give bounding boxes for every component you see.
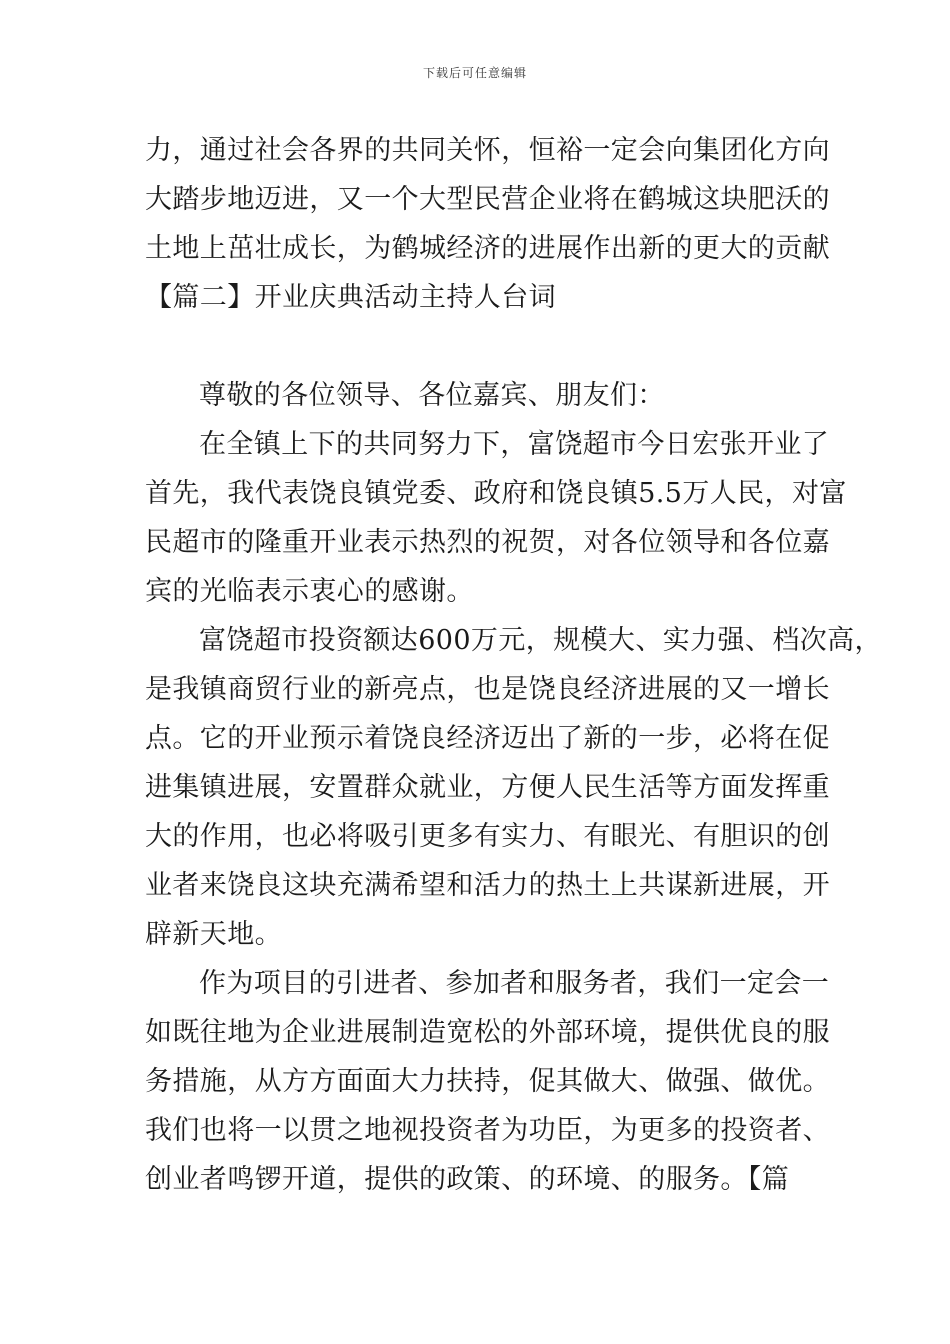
paragraph-line: 宾的光临表示衷心的感谢。 — [145, 576, 474, 607]
paragraph-line: 作为项目的引进者、参加者和服务者，我们一定会一 — [199, 968, 830, 999]
paragraph-line: 力，通过社会各界的共同关怀，恒裕一定会向集团化方向 — [145, 135, 830, 166]
paragraph-line: 土地上茁壮成长，为鹤城经济的进展作出新的更大的贡献 — [145, 233, 830, 264]
paragraph-line: 是我镇商贸行业的新亮点，也是饶良经济进展的又一增长 — [145, 674, 830, 705]
section-heading: 【篇二】开业庆典活动主持人台词 — [145, 282, 556, 313]
paragraph-line: 民超市的隆重开业表示热烈的祝贺，对各位领导和各位嘉 — [145, 527, 830, 558]
paragraph-line: 创业者鸣锣开道，提供的政策、的环境、的服务。【篇 — [145, 1164, 790, 1195]
paragraph-line: 我们也将一以贯之地视投资者为功臣，为更多的投资者、 — [145, 1115, 830, 1146]
paragraph-line: 辟新天地。 — [145, 919, 282, 950]
paragraph-line: 进集镇进展，安置群众就业，方便人民生活等方面发挥重 — [145, 772, 830, 803]
blank-line — [145, 322, 817, 371]
paragraph-line: 业者来饶良这块充满希望和活力的热土上共谋新进展，开 — [145, 870, 830, 901]
page-header: 下载后可任意编辑 — [422, 66, 527, 80]
paragraph-line: 点。它的开业预示着饶良经济迈出了新的一步，必将在促 — [145, 723, 830, 754]
paragraph-line: 在全镇上下的共同努力下，富饶超市今日宏张开业了 — [199, 429, 830, 460]
paragraph-line: 首先，我代表饶良镇党委、政府和饶良镇5.5万人民，对富 — [145, 478, 847, 509]
paragraph-line: 大的作用，也必将吸引更多有实力、有眼光、有胆识的创 — [145, 821, 830, 852]
paragraph-line: 大踏步地迈进，又一个大型民营企业将在鹤城这块肥沃的 — [145, 184, 830, 215]
document-body — [145, 126, 882, 1204]
paragraph-line: 富饶超市投资额达600万元，规模大、实力强、档次高， — [199, 625, 882, 656]
paragraph-line: 务措施，从方方面面大力扶持，促其做大、做强、做优。 — [145, 1066, 830, 1097]
salutation: 尊敬的各位领导、各位嘉宾、朋友们： — [199, 380, 665, 411]
paragraph-line: 如既往地为企业进展制造宽松的外部环境，提供优良的服 — [145, 1017, 830, 1048]
